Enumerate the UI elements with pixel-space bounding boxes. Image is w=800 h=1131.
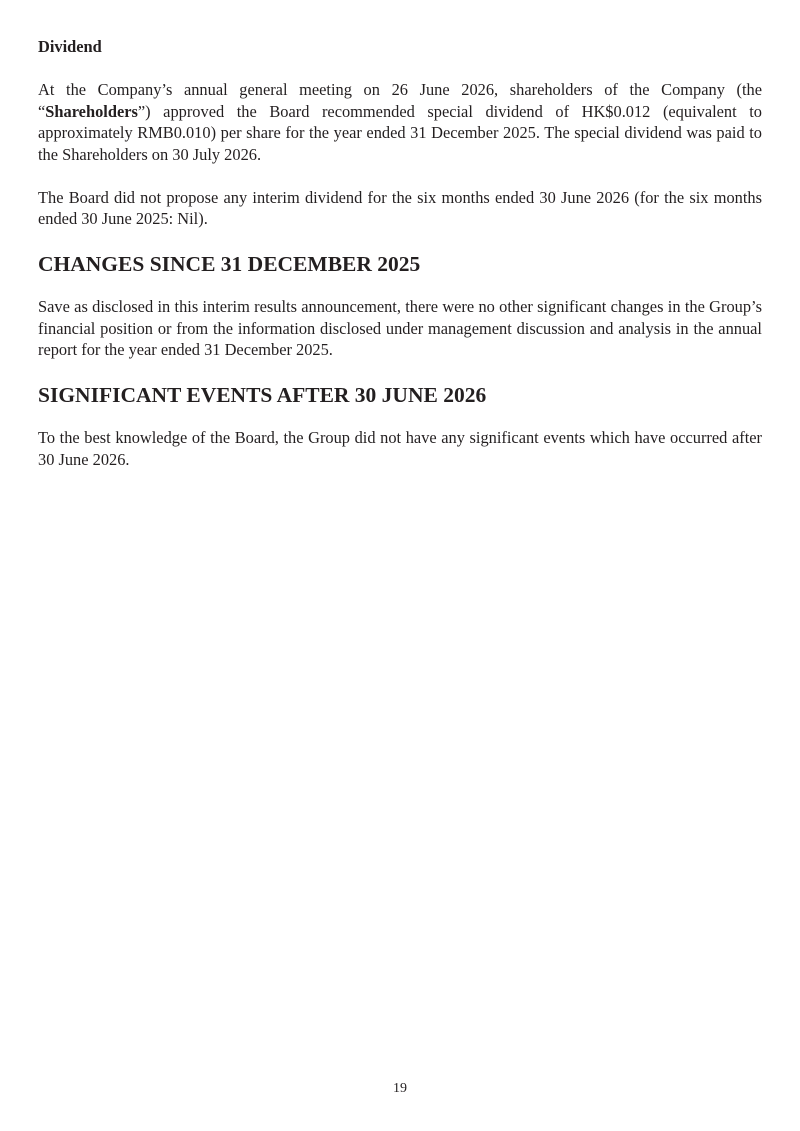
page-number: 19 [393, 1081, 407, 1096]
dividend-paragraph-1-before: At the Company’s annual general meeting on 26 June 2026, shareholders of the Company (the “ [38, 80, 762, 121]
changes-heading: CHANGES SINCE 31 DECEMBER 2025 [38, 252, 421, 276]
dividend-heading: Dividend [38, 37, 102, 56]
events-heading: SIGNIFICANT EVENTS AFTER 30 JUNE 2026 [38, 383, 487, 407]
dividend-paragraph-1-after: ”) approved the Board recommended special dividend of HK$0.012 (equivalent to approximately RMB0.010) per share for the year ended 31 December 2025. The special dividend was paid to the Shareholders on 30 July 2026. [38, 101, 762, 164]
document-page [38, 36, 762, 492]
defined-term-shareholders: Shareholders [45, 101, 138, 121]
dividend-paragraph-2: The Board did not propose any interim dividend for the six months ended 30 June 2026 (for the six months ended 30 June 2025: Nil). [38, 187, 762, 228]
changes-paragraph: Save as disclosed in this interim results announcement, there were no other significant changes in the Group’s financial position or from the information disclosed under management discussion and analysis in the annual report for the year ended 31 December 2025. [38, 297, 762, 359]
events-paragraph: To the best knowledge of the Board, the Group did not have any significant events which have occurred after 30 June 2026. [38, 428, 762, 469]
dividend-paragraph-1 [38, 79, 762, 165]
